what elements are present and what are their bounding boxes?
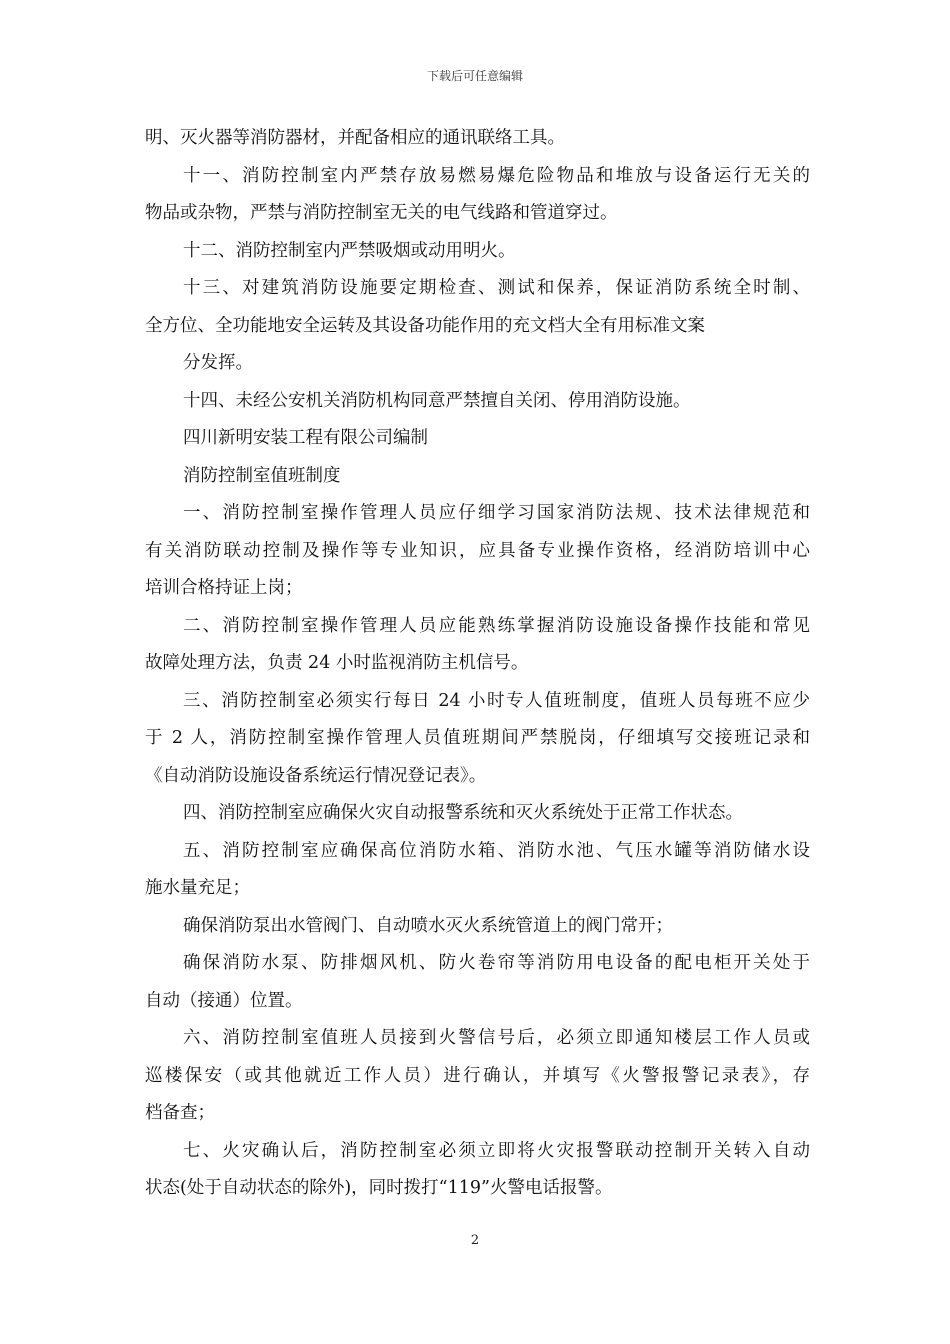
text-line: 全方位、全功能地安全运转及其设备功能作用的充文档大全有用标准文案 <box>145 315 705 336</box>
text-line: 十三、对建筑消防设施要定期检查、测试和保养，保证消防系统全时制、 <box>183 278 810 298</box>
document-body <box>145 120 810 1208</box>
page-header: 下载后可任意编辑 <box>426 69 523 83</box>
text-line: 确保消防泵出水管阀门、自动喷水灭火系统管道上的阀门常开； <box>183 915 673 936</box>
text-line: 七、火灾确认后，消防控制室必须立即将火灾报警联动控制开关转入自动 <box>183 1140 810 1161</box>
page-number: 2 <box>470 1233 480 1248</box>
text-line: 培训合格持证上岗； <box>145 578 303 598</box>
text-line: 十二、消防控制室内严禁吸烟或动用明火。 <box>183 240 516 261</box>
text-line: 六、消防控制室值班人员接到火警信号后，必须立即通知楼层工作人员或 <box>183 1028 810 1048</box>
text-line: 三、消防控制室必须实行每日 24 小时专人值班制度，值班人员每班不应少 <box>183 690 810 711</box>
text-line: 四川新明安装工程有限公司编制 <box>183 428 428 448</box>
text-line: 自动（接通）位置。 <box>145 990 303 1011</box>
text-line: 有关消防联动控制及操作等专业知识，应具备专业操作资格，经消防培训中心 <box>145 540 810 561</box>
text-line: 施水量充足； <box>145 878 250 898</box>
text-line: 明、灭火器等消防器材，并配备相应的通讯联络工具。 <box>145 128 565 148</box>
text-line: 消防控制室值班制度 <box>183 465 341 486</box>
text-line: 档备查； <box>145 1103 215 1123</box>
text-line: 巡楼保安（或其他就近工作人员）进行确认，并填写《火警报警记录表》，存 <box>145 1065 810 1086</box>
text-line: 五、消防控制室应确保高位消防水箱、消防水池、气压水罐等消防储水设 <box>183 840 810 861</box>
text-line: 分发挥。 <box>183 353 253 373</box>
text-line: 四、消防控制室应确保火灾自动报警系统和灭火系统处于正常工作状态。 <box>183 803 743 823</box>
text-line: 《自动消防设施设备系统运行情况登记表》。 <box>145 765 487 786</box>
text-line: 物品或杂物，严禁与消防控制室无关的电气线路和管道穿过。 <box>145 203 618 223</box>
text-line: 一、消防控制室操作管理人员应仔细学习国家消防法规、技术法律规范和 <box>183 503 810 523</box>
text-line: 二、消防控制室操作管理人员应能熟练掌握消防设施设备操作技能和常见 <box>183 615 810 636</box>
text-line: 十四、未经公安机关消防机构同意严禁擅自关闭、停用消防设施。 <box>183 390 691 411</box>
text-line: 于 2 人，消防控制室操作管理人员值班期间严禁脱岗，仔细填写交接班记录和 <box>145 728 810 748</box>
text-line: 确保消防水泵、防排烟风机、防火卷帘等消防用电设备的配电柜开关处于 <box>183 953 810 973</box>
text-line: 故障处理方法，负责 24 小时监视消防主机信号。 <box>145 653 529 673</box>
text-line: 十一、消防控制室内严禁存放易燃易爆危险物品和堆放与设备运行无关的 <box>183 165 810 186</box>
text-line: 状态(处于自动状态的除外)，同时拨打“119”火警电话报警。 <box>145 1178 613 1198</box>
